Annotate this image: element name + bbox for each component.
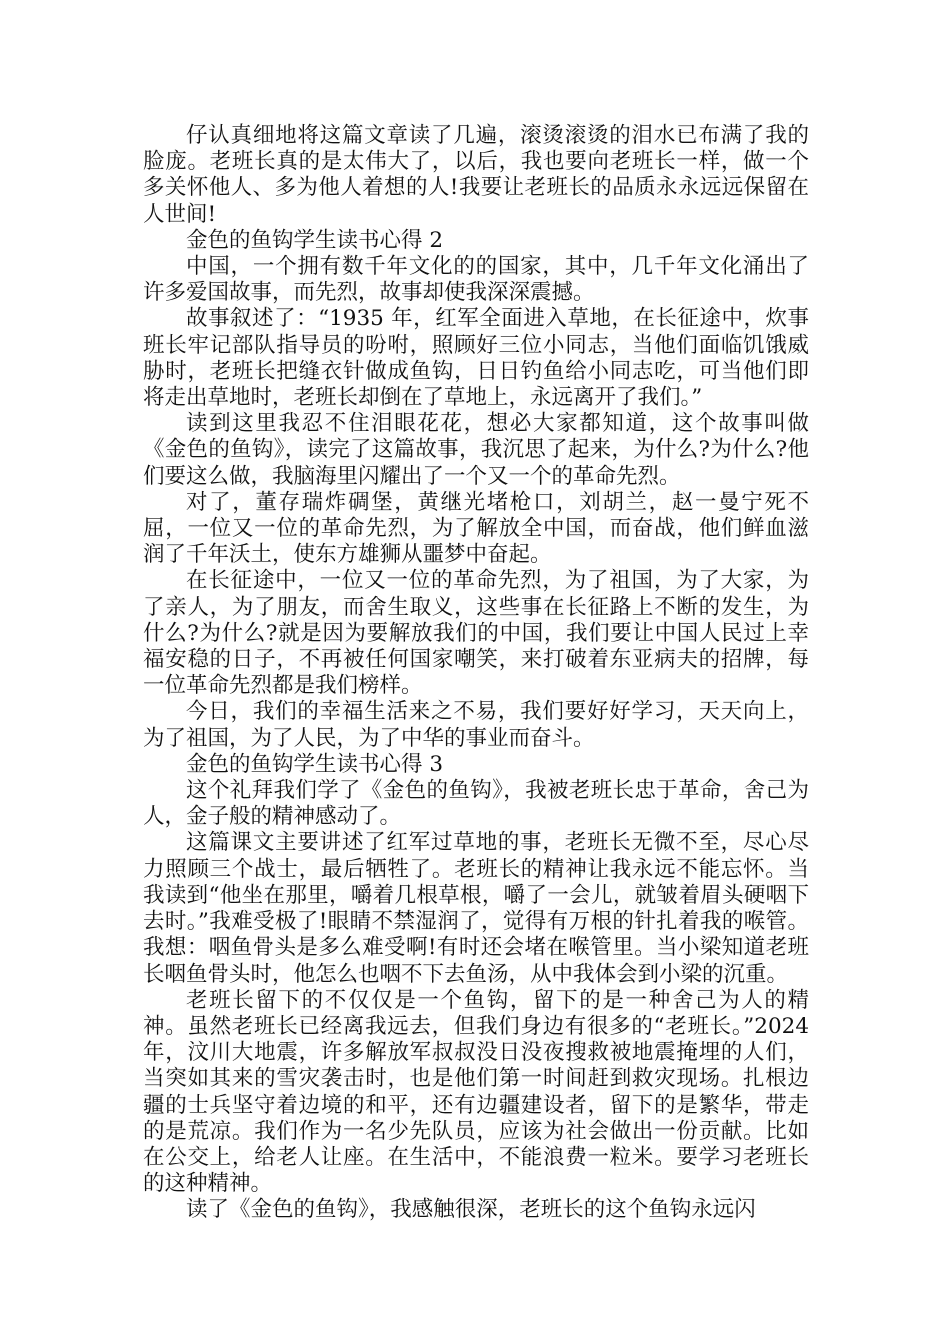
section-heading-3: 金色的鱼钩学生读书心得 3 <box>186 751 444 777</box>
paragraph-4: 读到这里我忍不住泪眼花花，想必大家都知道，这个故事叫做《金色的鱼钩》，读完了这篇故事，我沉思了起来，为什么?为什么?他们要这么做，我脑海里闪耀出了一个又一个的革命先烈。 <box>143 411 809 489</box>
paragraph-1: 仔认真细地将这篇文章读了几遍，滚烫滚烫的泪水已布满了我的脸庞。老班长真的是太伟大了，以后，我也要向老班长一样，做一个多关怀他人、多为他人着想的人!我要让老班长的品质永永远远保留在人世间! <box>143 123 809 227</box>
paragraph-6: 在长征途中，一位又一位的革命先烈，为了祖国，为了大家，为了亲人，为了朋友，而舍生取义，这些事在长征路上不断的发生，为什么?为什么?就是因为要解放我们的中国，我们要让中国人民过上幸福安稳的日子，不再被任何国家嘲笑，来打破着东亚病夫的招牌，每一位革命先烈都是我们榜样。 <box>143 568 809 699</box>
section-heading-2: 金色的鱼钩学生读书心得 2 <box>186 227 444 253</box>
paragraph-9: 这篇课文主要讲述了红军过草地的事，老班长无微不至，尽心尽力照顾三个战士，最后牺牲了。老班长的精神让我永远不能忘怀。当我读到“他坐在那里，嚼着几根草根，嚼了一会儿，就皱着眉头硬咽下去时。”我难受极了!眼睛不禁湿润了，觉得有万根的针扎着我的喉管。我想：咽鱼骨头是多么难受啊!有时还会堵在喉管里。当小梁知道老班长咽鱼骨头时，他怎么也咽不下去鱼汤，从中我体会到小梁的沉重。 <box>143 830 809 987</box>
paragraph-3: 故事叙述了：“1935 年，红军全面进入草地，在长征途中，炊事班长牢记部队指导员的吩咐，照顾好三位小同志，当他们面临饥饿威胁时，老班长把缝衣针做成鱼钩，日日钓鱼给小同志吃，可当他们即将走出草地时，老班长却倒在了草地上，永远离开了我们。” <box>143 306 809 411</box>
paragraph-8: 这个礼拜我们学了《金色的鱼钩》，我被老班长忠于革命，舍己为人，金子般的精神感动了。 <box>143 778 809 830</box>
paragraph-10: 老班长留下的不仅仅是一个鱼钩，留下的是一种舍己为人的精神。虽然老班长已经离我远去，但我们身边有很多的“老班长。”2024 年，汶川大地震，许多解放军叔叔没日没夜搜救被地震掩埋的人们，当突如其来的雪灾袭击时，也是他们第一时间赶到救灾现场。扎根边疆的士兵坚守着边境的和平，还有边疆建设者，留下的是繁华，带走的是荒凉。我们作为一名少先队员，应该为社会做出一份贡献。比如在公交上，给老人让座。在生活中，不能浪费一粒米。要学习老班长的这种精神。 <box>143 987 809 1197</box>
paragraph-2: 中国，一个拥有数千年文化的的国家，其中，几千年文化涌出了许多爱国故事，而先烈，故事却使我深深震撼。 <box>143 254 809 306</box>
paragraph-11: 读了《金色的鱼钩》，我感触很深，老班长的这个鱼钩永远闪 <box>186 1197 756 1223</box>
document-page <box>143 123 809 1224</box>
paragraph-5: 对了，董存瑞炸碉堡，黄继光堵枪口，刘胡兰，赵一曼宁死不屈，一位又一位的革命先烈，为了解放全中国，而奋战，他们鲜血滋润了千年沃土，使东方雄狮从噩梦中奋起。 <box>143 489 809 568</box>
paragraph-7: 今日，我们的幸福生活来之不易，我们要好好学习，天天向上，为了祖国，为了人民，为了中华的事业而奋斗。 <box>143 699 809 751</box>
